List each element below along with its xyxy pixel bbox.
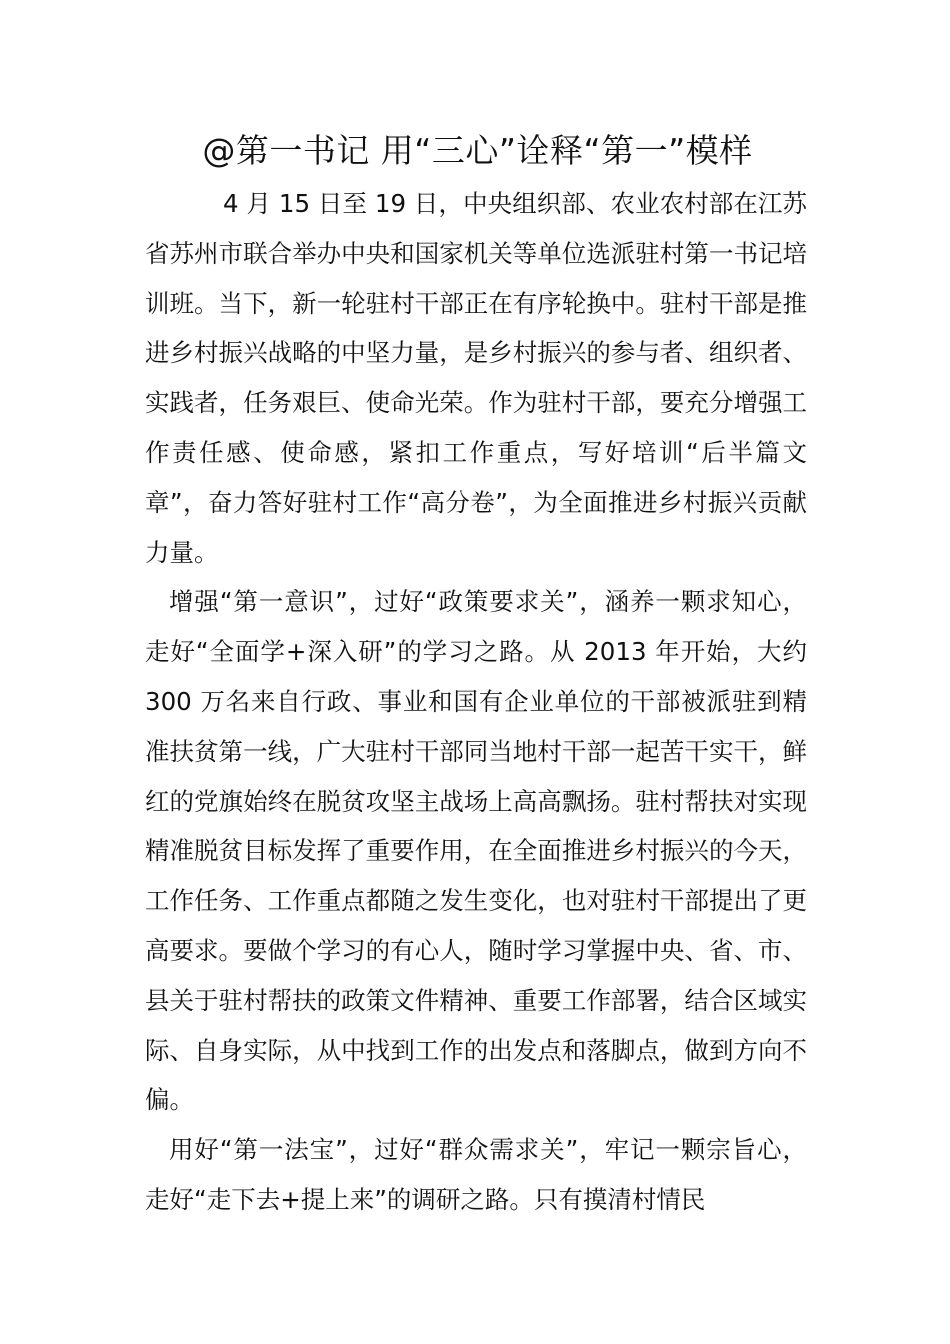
paragraph-first-treasure: 用好“第一法宝”，过好“群众需求关”，牢记一颗宗旨心，走好“走下去+提上来”的调研之路。只有摸清村情民 xyxy=(145,1135,807,1214)
document-title: @第一书记 用“三心”诠释“第一”模样 xyxy=(202,131,753,170)
paragraph-intro: 4 月 15 日至 19 日，中央组织部、农业农村部在江苏省苏州市联合举办中央和国家机关等单位选派驻村第一书记培训班。当下，新一轮驻村干部正在有序轮换中。驻村干部是推进乡村振兴战略的中坚力量，是乡村振兴的参与者、组织者、实践者，任务艰巨、使命光荣。作为驻村干部，要充分增强工作责任感、使命感，紧扣工作重点，写好培训“后半篇文章”，奋力答好驻村工作“高分卷”，为全面推进乡村振兴贡献力量。 xyxy=(145,189,807,567)
document-body xyxy=(145,179,807,1225)
paragraph-first-awareness: 增强“第一意识”，过好“政策要求关”，涵养一颗求知心，走好“全面学+深入研”的学习之路。从 2013 年开始，大约 300 万名来自行政、事业和国有企业单位的干部被派驻到精准扶贫第一线，广大驻村干部同当地村干部一起苦干实干，鲜红的党旗始终在脱贫攻坚主战场上高高飘扬。驻村帮扶对实现精准脱贫目标发挥了重要作用，在全面推进乡村振兴的今天，工作任务、工作重点都随之发生变化，也对驻村干部提出了更高要求。要做个学习的有心人，随时学习掌握中央、省、市、县关于驻村帮扶的政策文件精神、重要工作部署，结合区域实际、自身实际，从中找到工作的出发点和落脚点，做到方向不偏。 xyxy=(145,587,807,1115)
